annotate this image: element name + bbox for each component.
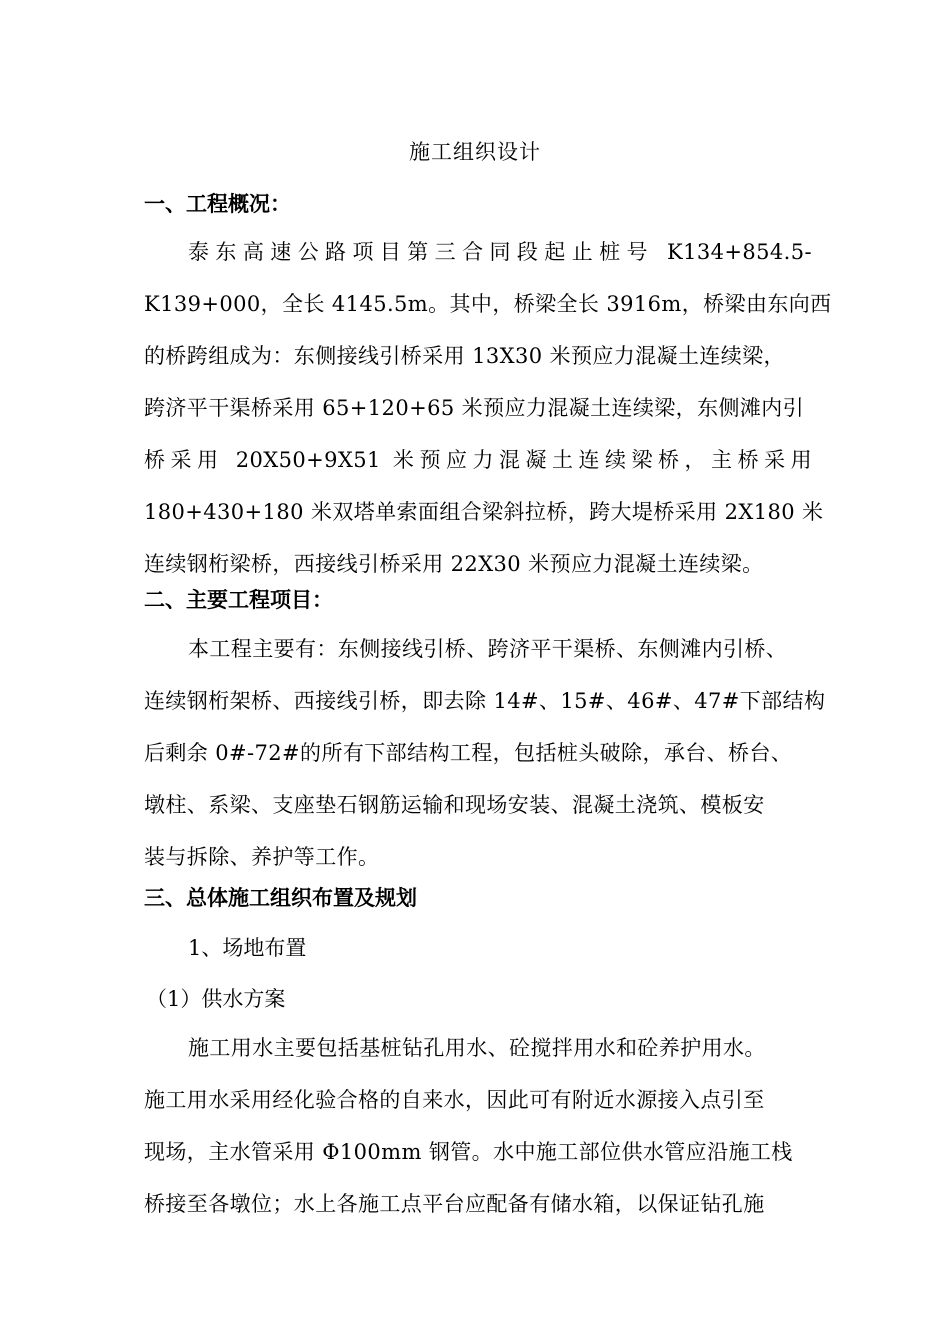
- text-line: 桥采用 20X50+9X51 米预应力混凝土连续梁桥，主桥采用: [144, 448, 812, 472]
- paragraph-overview: [144, 226, 832, 590]
- text-line: 的桥跨组成为：东侧接线引桥采用 13X30 米预应力混凝土连续梁，: [144, 344, 785, 368]
- document-title: 施工组织设计: [409, 140, 541, 164]
- section-heading-organization: 三、总体施工组织布置及规划: [144, 886, 417, 910]
- text-line: 连续钢桁梁桥，西接线引桥采用 22X30 米预应力混凝土连续梁。: [144, 552, 764, 576]
- subheading-water-supply: （1）供水方案: [146, 987, 286, 1011]
- text-line: 本工程主要有：东侧接线引桥、跨济平干渠桥、东侧滩内引桥、: [188, 637, 788, 661]
- text-line: 装与拆除、养护等工作。: [144, 845, 380, 869]
- section-heading-overview: 一、工程概况：: [144, 192, 291, 216]
- text-line: 跨济平干渠桥采用 65+120+65 米预应力混凝土连续梁，东侧滩内引: [144, 396, 805, 420]
- text-line: 桥接至各墩位；水上各施工点平台应配备有储水箱，以保证钻孔施: [144, 1192, 765, 1216]
- text-line: 后剩余 0#-72#的所有下部结构工程，包括桩头破除，承台、桥台、: [144, 741, 793, 765]
- paragraph-main-items: [144, 623, 826, 883]
- text-line: 180+430+180 米双塔单索面组合梁斜拉桥，跨大堤桥采用 2X180 米: [144, 500, 824, 524]
- text-line: 连续钢桁架桥、西接线引桥，即去除 14#、15#、46#、47#下部结构: [144, 689, 826, 713]
- text-line: 施工用水采用经化验合格的自来水，因此可有附近水源接入点引至: [144, 1088, 765, 1112]
- text-line: K139+000，全长 4145.5m。其中，桥梁全长 3916m，桥梁由东向西: [144, 292, 832, 316]
- subheading-site-layout: 1、场地布置: [188, 936, 307, 960]
- text-line: 泰东高速公路项目第三合同段起止桩号 K134+854.5-: [188, 240, 812, 264]
- paragraph-water-supply: [144, 1022, 812, 1230]
- text-line: 墩柱、系梁、支座垫石钢筋运输和现场安装、混凝土浇筑、模板安: [144, 793, 765, 817]
- section-heading-main-items: 二、主要工程项目：: [144, 588, 333, 612]
- text-line: 现场，主水管采用 Φ100mm 钢管。水中施工部位供水管应沿施工栈: [144, 1140, 793, 1164]
- text-line: 施工用水主要包括基桩钻孔用水、砼搅拌用水和砼养护用水。: [188, 1036, 766, 1060]
